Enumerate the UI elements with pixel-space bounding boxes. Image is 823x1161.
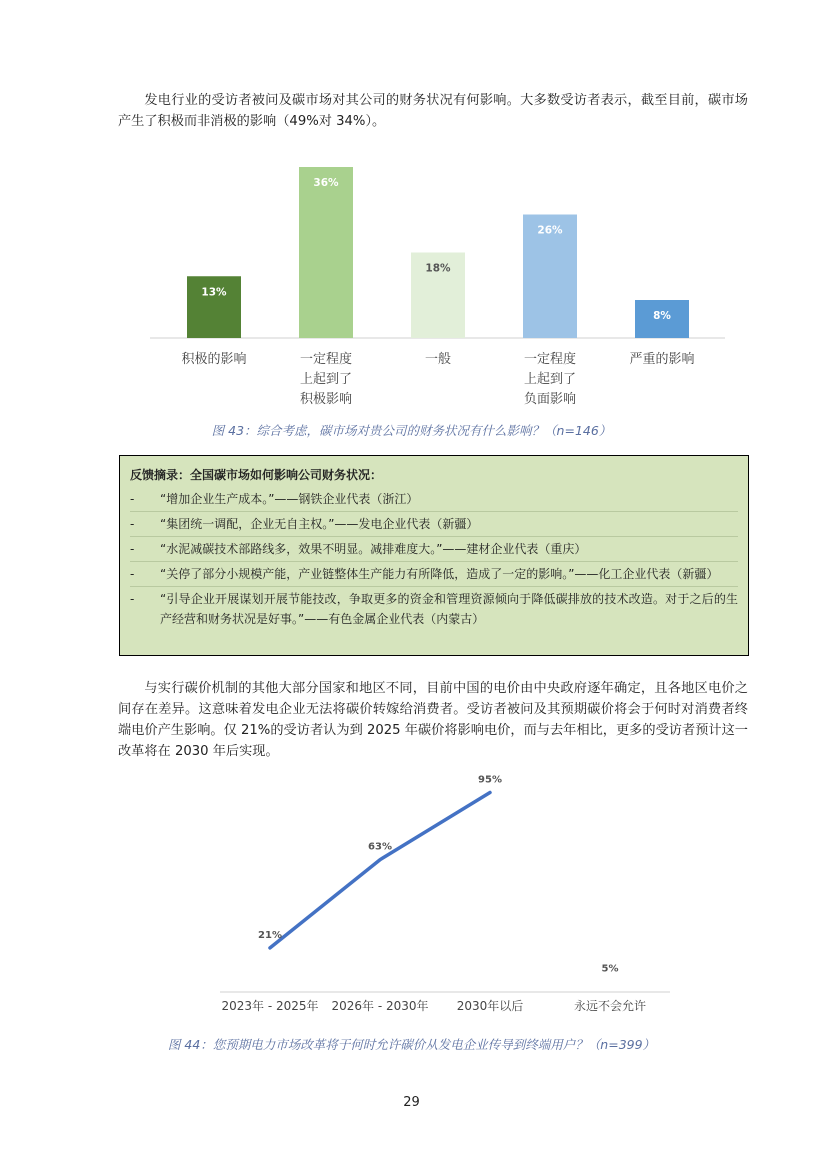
feedback-dash: - xyxy=(130,517,135,531)
data-label: 21% xyxy=(258,929,282,941)
x-tick-label: 永远不会允许 xyxy=(573,999,647,1013)
feedback-dash: - xyxy=(130,542,135,556)
x-tick-label: 2030年以后 xyxy=(456,999,524,1013)
second-paragraph: 与实行碳价机制的其他大部分国家和地区不同，目前中国的电价由中央政府逐年确定，且各地区电价之间存在差异。这意味着发电企业无法将碳价转嫁给消费者。受访者被问及其预期碳价将会于何时对消费者终端电价产生影响。仅 21%的受访者认为到 2025 年碳价将影响电价，而与去年相比，更多的受访者预计这一改革将在 2030 年后实现。 xyxy=(118,681,748,759)
feedback-item xyxy=(130,561,738,586)
intro-paragraph: 发电行业的受访者被问及碳市场对其公司的财务状况有何影响。大多数受访者表示，截至目前，碳市场产生了积极而非消极的影响（49%对 34%）。 xyxy=(118,93,748,129)
bar-value-label: 36% xyxy=(313,177,339,189)
bar-chart xyxy=(150,140,730,415)
feedback-dash: - xyxy=(130,567,135,581)
bar-category-label: 一般 xyxy=(424,352,452,367)
feedback-dash: - xyxy=(130,592,135,606)
bar-category-label: 严重的影响 xyxy=(629,352,695,367)
feedback-list xyxy=(130,487,738,631)
bar-category-label: 上起到了 xyxy=(523,372,577,387)
bar-category-label: 一定程度 xyxy=(299,352,353,367)
bar-category-label: 积极的影响 xyxy=(181,352,247,367)
data-label: 5% xyxy=(601,963,619,975)
bar-value-label: 13% xyxy=(201,286,227,299)
x-tick-label: 2023年 - 2025年 xyxy=(221,999,319,1013)
bar-category-label: 一定程度 xyxy=(523,352,577,367)
bar-value-label: 26% xyxy=(537,224,563,237)
x-tick-label: 2026年 - 2030年 xyxy=(331,999,429,1013)
feedback-item xyxy=(130,586,738,631)
feedback-title: 反馈摘录：全国碳市场如何影响公司财务状况： xyxy=(130,468,383,482)
bar-category-label: 上起到了 xyxy=(299,372,353,387)
bar-value-label: 18% xyxy=(425,262,451,275)
feedback-item xyxy=(130,511,738,536)
series-line xyxy=(270,793,490,948)
feedback-dash: - xyxy=(130,492,135,506)
feedback-item xyxy=(130,487,738,511)
feedback-text: “增加企业生产成本。”——钢铁企业代表（浙江） xyxy=(160,492,419,506)
feedback-item xyxy=(130,536,738,561)
data-label: 63% xyxy=(368,841,392,853)
bar-category-label: 负面影响 xyxy=(523,392,577,407)
bar-value-label: 8% xyxy=(653,310,671,322)
figure-44-caption: 图 44：您预期电力市场改革将于何时允许碳价从发电企业传导到终端用户？（n=399） xyxy=(167,1037,656,1052)
bar-category-label: 积极影响 xyxy=(299,392,353,407)
feedback-text: “引导企业开展谋划开展节能技改，争取更多的资金和管理资源倾向于降低碳排放的技术改造。对于之后的生产经营和财务状况是好事。”——有色金属企业代表（内蒙古） xyxy=(160,592,738,626)
feedback-text: “集团统一调配，企业无自主权。”——发电企业代表（新疆） xyxy=(160,517,479,531)
figure-43-caption: 图 43：综合考虑，碳市场对贵公司的财务状况有什么影响？（n=146） xyxy=(211,423,612,438)
line-chart xyxy=(215,760,695,1020)
feedback-text: “关停了部分小规模产能，产业链整体生产能力有所降低，造成了一定的影响。”——化工企业代表（新疆） xyxy=(160,567,719,581)
feedback-text: “水泥减碳技术部路线多，效果不明显。减排难度大。”——建材企业代表（重庆） xyxy=(160,542,587,556)
bar xyxy=(299,167,353,338)
data-label: 95% xyxy=(478,774,502,786)
page-number: 29 xyxy=(403,1095,420,1110)
feedback-box xyxy=(119,455,749,656)
